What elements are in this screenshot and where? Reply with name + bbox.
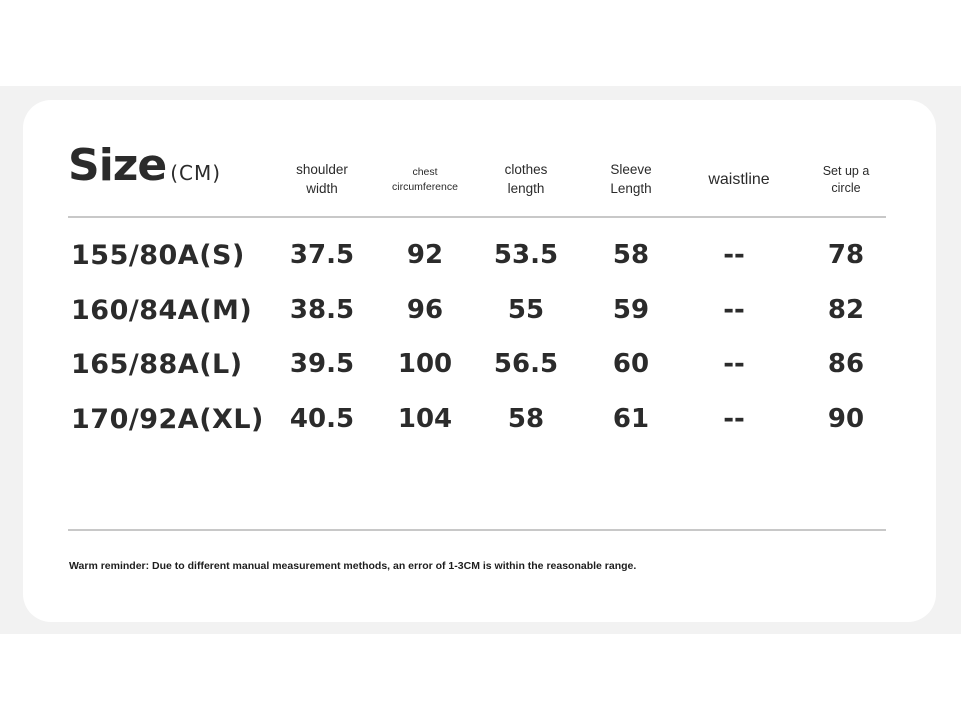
chest-circumference-value: 92 — [406, 240, 444, 270]
header-line2: Length — [610, 181, 652, 196]
table-row — [0, 283, 961, 337]
chest-circumference-value: 104 — [397, 404, 453, 434]
header-line1: Set up a — [822, 163, 870, 178]
title-unit: (CM) — [170, 161, 222, 185]
header-line2: width — [306, 181, 338, 196]
clothes-length-value: 58 — [507, 404, 545, 434]
set-up-a-circle-value: 90 — [827, 404, 865, 434]
clothes-length-value: 53.5 — [493, 240, 559, 270]
size-chart-title — [68, 140, 221, 200]
table-row — [0, 337, 961, 391]
set-up-a-circle-value: 82 — [827, 295, 865, 325]
footer-divider — [68, 529, 886, 531]
header-line1: shoulder — [296, 162, 348, 178]
size-label: 170/92A(XL) — [71, 403, 264, 435]
size-label: 160/84A(M) — [71, 294, 253, 326]
sleeve-length-value: 58 — [612, 240, 650, 270]
clothes-length-value: 56.5 — [493, 349, 559, 379]
sleeve-length-value: 59 — [612, 295, 650, 325]
header-line1: chest — [412, 166, 438, 179]
chest-circumference-value: 100 — [397, 349, 453, 379]
waistline-value: -- — [723, 404, 745, 434]
header-line1: clothes — [504, 162, 548, 178]
waistline-value: -- — [723, 295, 745, 325]
shoulder-width-value: 39.5 — [289, 349, 355, 379]
header-line2: length — [507, 181, 545, 196]
shoulder-width-value: 40.5 — [289, 404, 355, 434]
set-up-a-circle-value: 78 — [827, 240, 865, 270]
clothes-length-value: 55 — [507, 295, 545, 325]
sleeve-length-value: 60 — [612, 349, 650, 379]
table-row — [0, 392, 961, 446]
size-label: 165/88A(L) — [71, 348, 243, 380]
header-clothes-length — [478, 150, 574, 210]
header-line2: circumference — [392, 181, 458, 193]
header-line2: circle — [831, 181, 861, 195]
header-waistline — [688, 150, 790, 210]
header-divider — [68, 216, 886, 218]
waistline-value: -- — [723, 349, 745, 379]
header-shoulder-width — [272, 150, 372, 210]
header-line1: waistline — [708, 170, 770, 188]
header-sleeve-length — [583, 150, 679, 210]
title-main: Size — [68, 140, 167, 191]
chest-circumference-value: 96 — [406, 295, 444, 325]
header-line1: Sleeve — [610, 162, 652, 178]
size-label: 155/80A(S) — [71, 239, 245, 271]
header-chest-circumference — [370, 150, 480, 210]
set-up-a-circle-value: 86 — [827, 349, 865, 379]
shoulder-width-value: 38.5 — [289, 295, 355, 325]
sleeve-length-value: 61 — [612, 404, 650, 434]
waistline-value: -- — [723, 240, 745, 270]
warm-reminder-note: Warm reminder: Due to different manual measurement methods, an error of 1-3CM is within the reasonable range. — [69, 560, 637, 572]
header-set-up-a-circle — [800, 150, 892, 210]
shoulder-width-value: 37.5 — [289, 240, 355, 270]
table-row — [0, 228, 961, 282]
